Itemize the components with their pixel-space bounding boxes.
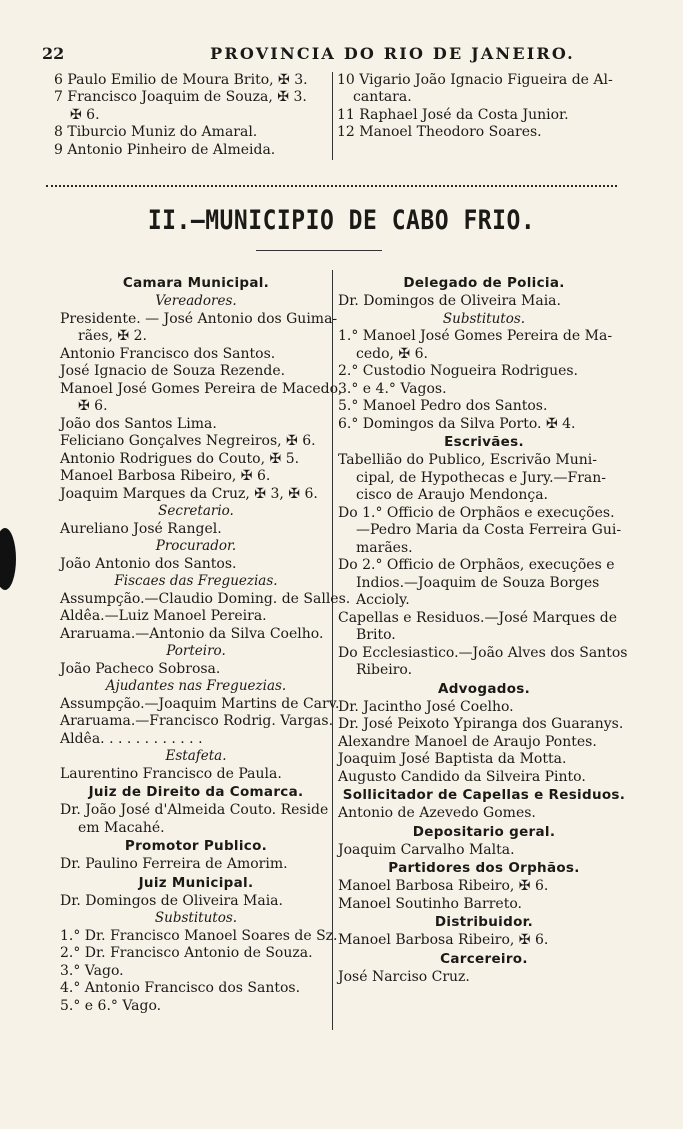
- list-item: João Pacheco Sobrosa.: [60, 660, 221, 677]
- list-item: 1.° Dr. Francisco Manoel Soares de Sz.: [60, 927, 338, 944]
- list-item: Dr. João José d'Almeida Couto. Reside: [60, 802, 329, 818]
- list-item: 3.° e 4.° Vagos.: [338, 380, 447, 397]
- continued-list: [54, 72, 643, 172]
- subheading-porteiro: Porteiro.: [166, 643, 226, 659]
- list-item: Joaquim Marques da Cruz, ✠ 3, ✠ 6.: [60, 485, 318, 502]
- list-item: 6.° Domingos da Silva Porto. ✠ 4.: [338, 415, 576, 432]
- heading-partidores: Partidores dos Orphãos.: [388, 860, 580, 876]
- list-item: Antonio Francisco dos Santos.: [60, 345, 276, 362]
- heading-depositario: Depositario geral.: [412, 823, 556, 840]
- subheading-secretario: Secretario.: [158, 503, 234, 519]
- list-item: Manoel José Gomes Pereira de Macedo,: [60, 380, 343, 397]
- list-item: José Ignacio de Souza Rezende.: [60, 363, 286, 379]
- list-item: Capellas e Residuos.—José Marques de: [338, 609, 617, 626]
- list-item: cipal, de Hypothecas e Jury.—Fran-: [356, 469, 607, 486]
- page-header: [42, 44, 643, 68]
- list-item: Manoel Soutinho Barreto.: [338, 895, 522, 912]
- list-item: Manoel Barbosa Ribeiro, ✠ 6.: [60, 468, 271, 484]
- list-item: Laurentino Francisco de Paula.: [60, 765, 282, 782]
- list-item: 6 Paulo Emilio de Moura Brito, ✠ 3.: [54, 72, 308, 88]
- list-item: Do 2.° Officio de Orphãos, execuções e: [338, 557, 615, 573]
- list-item: Manoel Barbosa Ribeiro, ✠ 6.: [338, 878, 549, 894]
- heading-camara: Camara Municipal.: [122, 275, 270, 291]
- list-item: —Pedro Maria da Costa Ferreira Gui-: [356, 522, 622, 538]
- list-item: João dos Santos Lima.: [60, 415, 217, 432]
- right-column: [338, 274, 630, 986]
- title-rule: [256, 250, 382, 251]
- subheading-substitutos: Substitutos.: [154, 910, 238, 926]
- page-number: 22: [42, 44, 65, 63]
- subheading-vereadores: Vereadores.: [155, 293, 237, 309]
- heading-escrivaes: Escrivães.: [444, 434, 524, 450]
- list-item: Tabellião do Publico, Escrivão Muni-: [338, 452, 597, 468]
- list-item: Araruama.—Francisco Rodrig. Vargas.: [60, 713, 334, 729]
- list-item: Antonio de Azevedo Gomes.: [338, 805, 536, 821]
- list-item: Assumpção.—Claudio Doming. de Salles.: [60, 590, 351, 607]
- list-item: José Narciso Cruz.: [338, 968, 470, 985]
- list-item: 12 Manoel Theodoro Soares.: [337, 124, 542, 141]
- list-item: cantara.: [353, 89, 412, 106]
- list-item: Antonio Rodrigues do Couto, ✠ 5.: [60, 450, 300, 467]
- list-item: 11 Raphael José da Costa Junior.: [337, 106, 569, 123]
- list-item: 1.° Manoel José Gomes Pereira de Ma-: [338, 328, 613, 344]
- list-item: Araruama.—Antonio da Silva Coelho.: [60, 625, 324, 642]
- list-item: Assumpção.—Joaquim Martins de Carv.: [60, 695, 340, 712]
- heading-carcereiro: Carcereiro.: [440, 950, 528, 967]
- list-item: Feliciano Gonçalves Negreiros, ✠ 6.: [60, 433, 316, 449]
- list-item: 10 Vigario João Ignacio Figueira de Al-: [337, 72, 613, 88]
- list-item: Dr. Domingos de Oliveira Maia.: [338, 293, 561, 309]
- list-item: Aldêa. . . . . . . . . . . .: [60, 730, 203, 747]
- list-item: Manoel Barbosa Ribeiro, ✠ 6.: [338, 932, 549, 948]
- list-item: Do 1.° Officio de Orphãos e execuções.: [338, 504, 615, 521]
- list-item: marães.: [356, 539, 413, 556]
- list-item: 2.° Dr. Francisco Antonio de Souza.: [60, 945, 313, 961]
- heading-advogados: Advogados.: [437, 680, 531, 697]
- list-item: Dr. Jacintho José Coelho.: [338, 698, 514, 715]
- list-item: 5.° e 6.° Vago.: [60, 997, 162, 1014]
- list-item: 3.° Vago.: [60, 962, 124, 979]
- subheading-procurador: Procurador.: [155, 538, 237, 554]
- list-item: 4.° Antonio Francisco dos Santos.: [60, 980, 301, 996]
- list-item: cedo, ✠ 6.: [356, 345, 428, 362]
- list-item: Alexandre Manoel de Araujo Pontes.: [338, 733, 597, 750]
- list-item: ✠ 6.: [78, 398, 108, 414]
- subheading-estafeta: Estafeta.: [165, 748, 227, 764]
- heading-sollicitador: Sollicitador de Capellas e Residuos.: [342, 787, 626, 803]
- dotted-divider: [46, 185, 617, 189]
- list-item: Brito.: [356, 627, 396, 643]
- list-item: Aureliano José Rangel.: [60, 520, 222, 537]
- list-item: Indios.—Joaquim de Souza Borges: [356, 574, 600, 591]
- list-item: em Macahé.: [78, 819, 165, 836]
- heading-distribuidor: Distribuidor.: [434, 914, 534, 930]
- list-item: Dr. Domingos de Oliveira Maia.: [60, 892, 283, 909]
- list-item: Aldêa.—Luiz Manoel Pereira.: [60, 608, 267, 624]
- list-item: Accioly.: [356, 592, 410, 608]
- list-item: Dr. José Peixoto Ypiranga dos Guaranys.: [338, 716, 624, 732]
- continued-list-left: [54, 72, 326, 159]
- heading-promotor: Promotor Publico.: [124, 838, 268, 854]
- list-item: Dr. Paulino Ferreira de Amorim.: [60, 856, 288, 872]
- list-item: 5.° Manoel Pedro dos Santos.: [338, 398, 548, 414]
- ink-blot: [0, 528, 16, 590]
- list-item: 8 Tiburcio Muniz do Amaral.: [54, 124, 258, 141]
- list-item: Augusto Candido da Silveira Pinto.: [338, 768, 586, 785]
- list-item: Do Ecclesiastico.—João Alves dos Santos: [338, 644, 628, 661]
- left-column: [60, 274, 351, 1015]
- section-title: II.—MUNICIPIO DE CABO FRIO.: [147, 206, 536, 236]
- list-item: 2.° Custodio Nogueira Rodrigues.: [338, 363, 579, 379]
- heading-juiz-direito: Juiz de Direito da Comarca.: [88, 784, 304, 800]
- list-item: Joaquim José Baptista da Motta.: [338, 751, 567, 767]
- list-item: 9 Antonio Pinheiro de Almeida.: [54, 141, 276, 158]
- list-item: ✠ 6.: [70, 106, 100, 123]
- running-title: PROVINCIA DO RIO DE JANEIRO.: [210, 44, 575, 63]
- continued-list-right: [332, 72, 667, 160]
- heading-delegado: Delegado de Policia.: [403, 275, 565, 291]
- list-item: João Antonio dos Santos.: [60, 555, 237, 572]
- list-item: Ribeiro.: [356, 662, 413, 678]
- list-item: 7 Francisco Joaquim de Souza, ✠ 3.: [54, 89, 307, 106]
- subheading-ajudantes: Ajudantes nas Freguezias.: [105, 678, 287, 694]
- list-item: Presidente. — José Antonio dos Guima-: [60, 310, 338, 327]
- list-item: Joaquim Carvalho Malta.: [338, 841, 515, 858]
- list-item: rães, ✠ 2.: [78, 328, 147, 344]
- subheading-substitutos: Substitutos.: [442, 310, 526, 327]
- heading-juiz-municipal: Juiz Municipal.: [138, 874, 254, 891]
- subheading-fiscaes: Fiscaes das Freguezias.: [114, 573, 278, 589]
- list-item: cisco de Araujo Mendonça.: [356, 487, 548, 503]
